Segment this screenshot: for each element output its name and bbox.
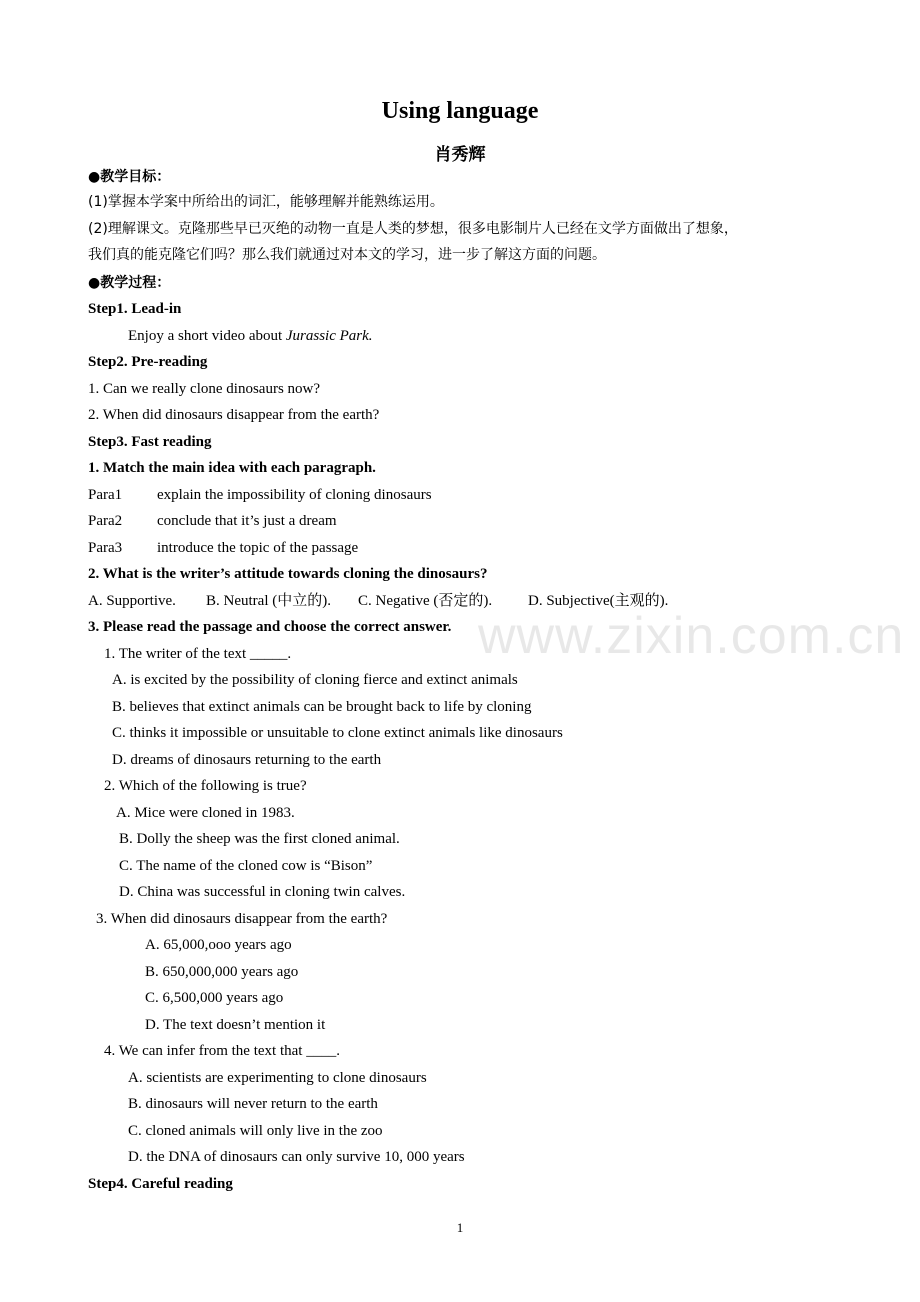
answer-option: C. thinks it impossible or unsuitable to clone extinct animals like dinosaurs (112, 725, 563, 741)
step1-heading: Step1. Lead-in (88, 301, 182, 317)
step3-task-3: 3. Please read the passage and choose the correct answer. (88, 619, 452, 635)
answer-option: B. Dolly the sheep was the first cloned animal. (119, 831, 400, 847)
attitude-option: A. Supportive. (88, 593, 176, 609)
attitude-option: B. Neutral (中立的). (206, 593, 331, 609)
step4-heading: Step4. Careful reading (88, 1176, 233, 1192)
step3-task-1: 1. Match the main idea with each paragraph. (88, 460, 376, 476)
step1-text-movie: Jurassic Park. (285, 328, 373, 344)
para-match-row (88, 486, 432, 504)
para-label: Para1 (88, 487, 123, 503)
objective-item-2-line-1: (2)理解课文。克隆那些早已灭绝的动物一直是人类的梦想，很多电影制片人已经在文学方面做出了想象， (88, 221, 738, 237)
process-heading: ●教学过程： (88, 275, 171, 291)
step2-heading: Step2. Pre-reading (88, 354, 208, 370)
watermark: www.zixin.com.cn (478, 607, 905, 665)
author-name: 肖秀辉 (434, 145, 486, 165)
attitude-option: D. Subjective(主观的). (528, 593, 669, 609)
answer-option: B. believes that extinct animals can be brought back to life by cloning (112, 699, 532, 715)
step2-question-1: 1. Can we really clone dinosaurs now? (88, 381, 321, 397)
step2-question-2: 2. When did dinosaurs disappear from the earth? (88, 407, 380, 423)
question-stem: 4. We can infer from the text that ____. (104, 1043, 340, 1059)
page-number: 1 (456, 1220, 464, 1235)
attitude-option: C. Negative (否定的). (358, 593, 493, 609)
question-stem: 2. Which of the following is true? (104, 778, 307, 794)
objectives-heading: ●教学目标： (88, 169, 171, 185)
para-label: Para2 (88, 513, 123, 529)
answer-option: D. the DNA of dinosaurs can only survive 10, 000 years (128, 1149, 465, 1165)
answer-option: D. The text doesn’t mention it (145, 1017, 326, 1033)
answer-option: C. cloned animals will only live in the zoo (128, 1123, 383, 1139)
answer-option: D. dreams of dinosaurs returning to the earth (112, 752, 382, 768)
para-idea: conclude that it’s just a dream (157, 513, 337, 529)
step1-text (128, 327, 373, 345)
para-idea: introduce the topic of the passage (157, 540, 359, 556)
para-match-row (88, 539, 358, 557)
para-idea: explain the impossibility of cloning dinosaurs (157, 487, 432, 503)
answer-option: D. China was successful in cloning twin calves. (119, 884, 406, 900)
step3-heading: Step3. Fast reading (88, 434, 212, 450)
para-label: Para3 (88, 540, 123, 556)
question-stem: 3. When did dinosaurs disappear from the earth? (96, 911, 388, 927)
objective-item-1: (1)掌握本学案中所给出的词汇，能够理解并能熟练运用。 (88, 194, 444, 210)
para-match-row (88, 512, 337, 530)
step1-text-prefix: Enjoy a short video about (128, 328, 286, 344)
answer-option: C. The name of the cloned cow is “Bison” (119, 858, 373, 874)
question-stem: 1. The writer of the text _____. (104, 646, 292, 662)
answer-option: A. 65,000,ooo years ago (145, 937, 292, 953)
step3-task-2: 2. What is the writer’s attitude towards cloning the dinosaurs? (88, 566, 488, 582)
answer-option: A. is excited by the possibility of cloning fierce and extinct animals (112, 672, 518, 688)
answer-option: B. 650,000,000 years ago (145, 964, 299, 980)
answer-option: C. 6,500,000 years ago (145, 990, 284, 1006)
objective-item-2-line-2: 我们真的能克隆它们吗？那么我们就通过对本文的学习，进一步了解这方面的问题。 (88, 247, 606, 263)
page-title: Using language (381, 98, 539, 124)
answer-option: B. dinosaurs will never return to the earth (128, 1096, 378, 1112)
answer-option: A. Mice were cloned in 1983. (116, 805, 295, 821)
answer-option: A. scientists are experimenting to clone dinosaurs (128, 1070, 427, 1086)
